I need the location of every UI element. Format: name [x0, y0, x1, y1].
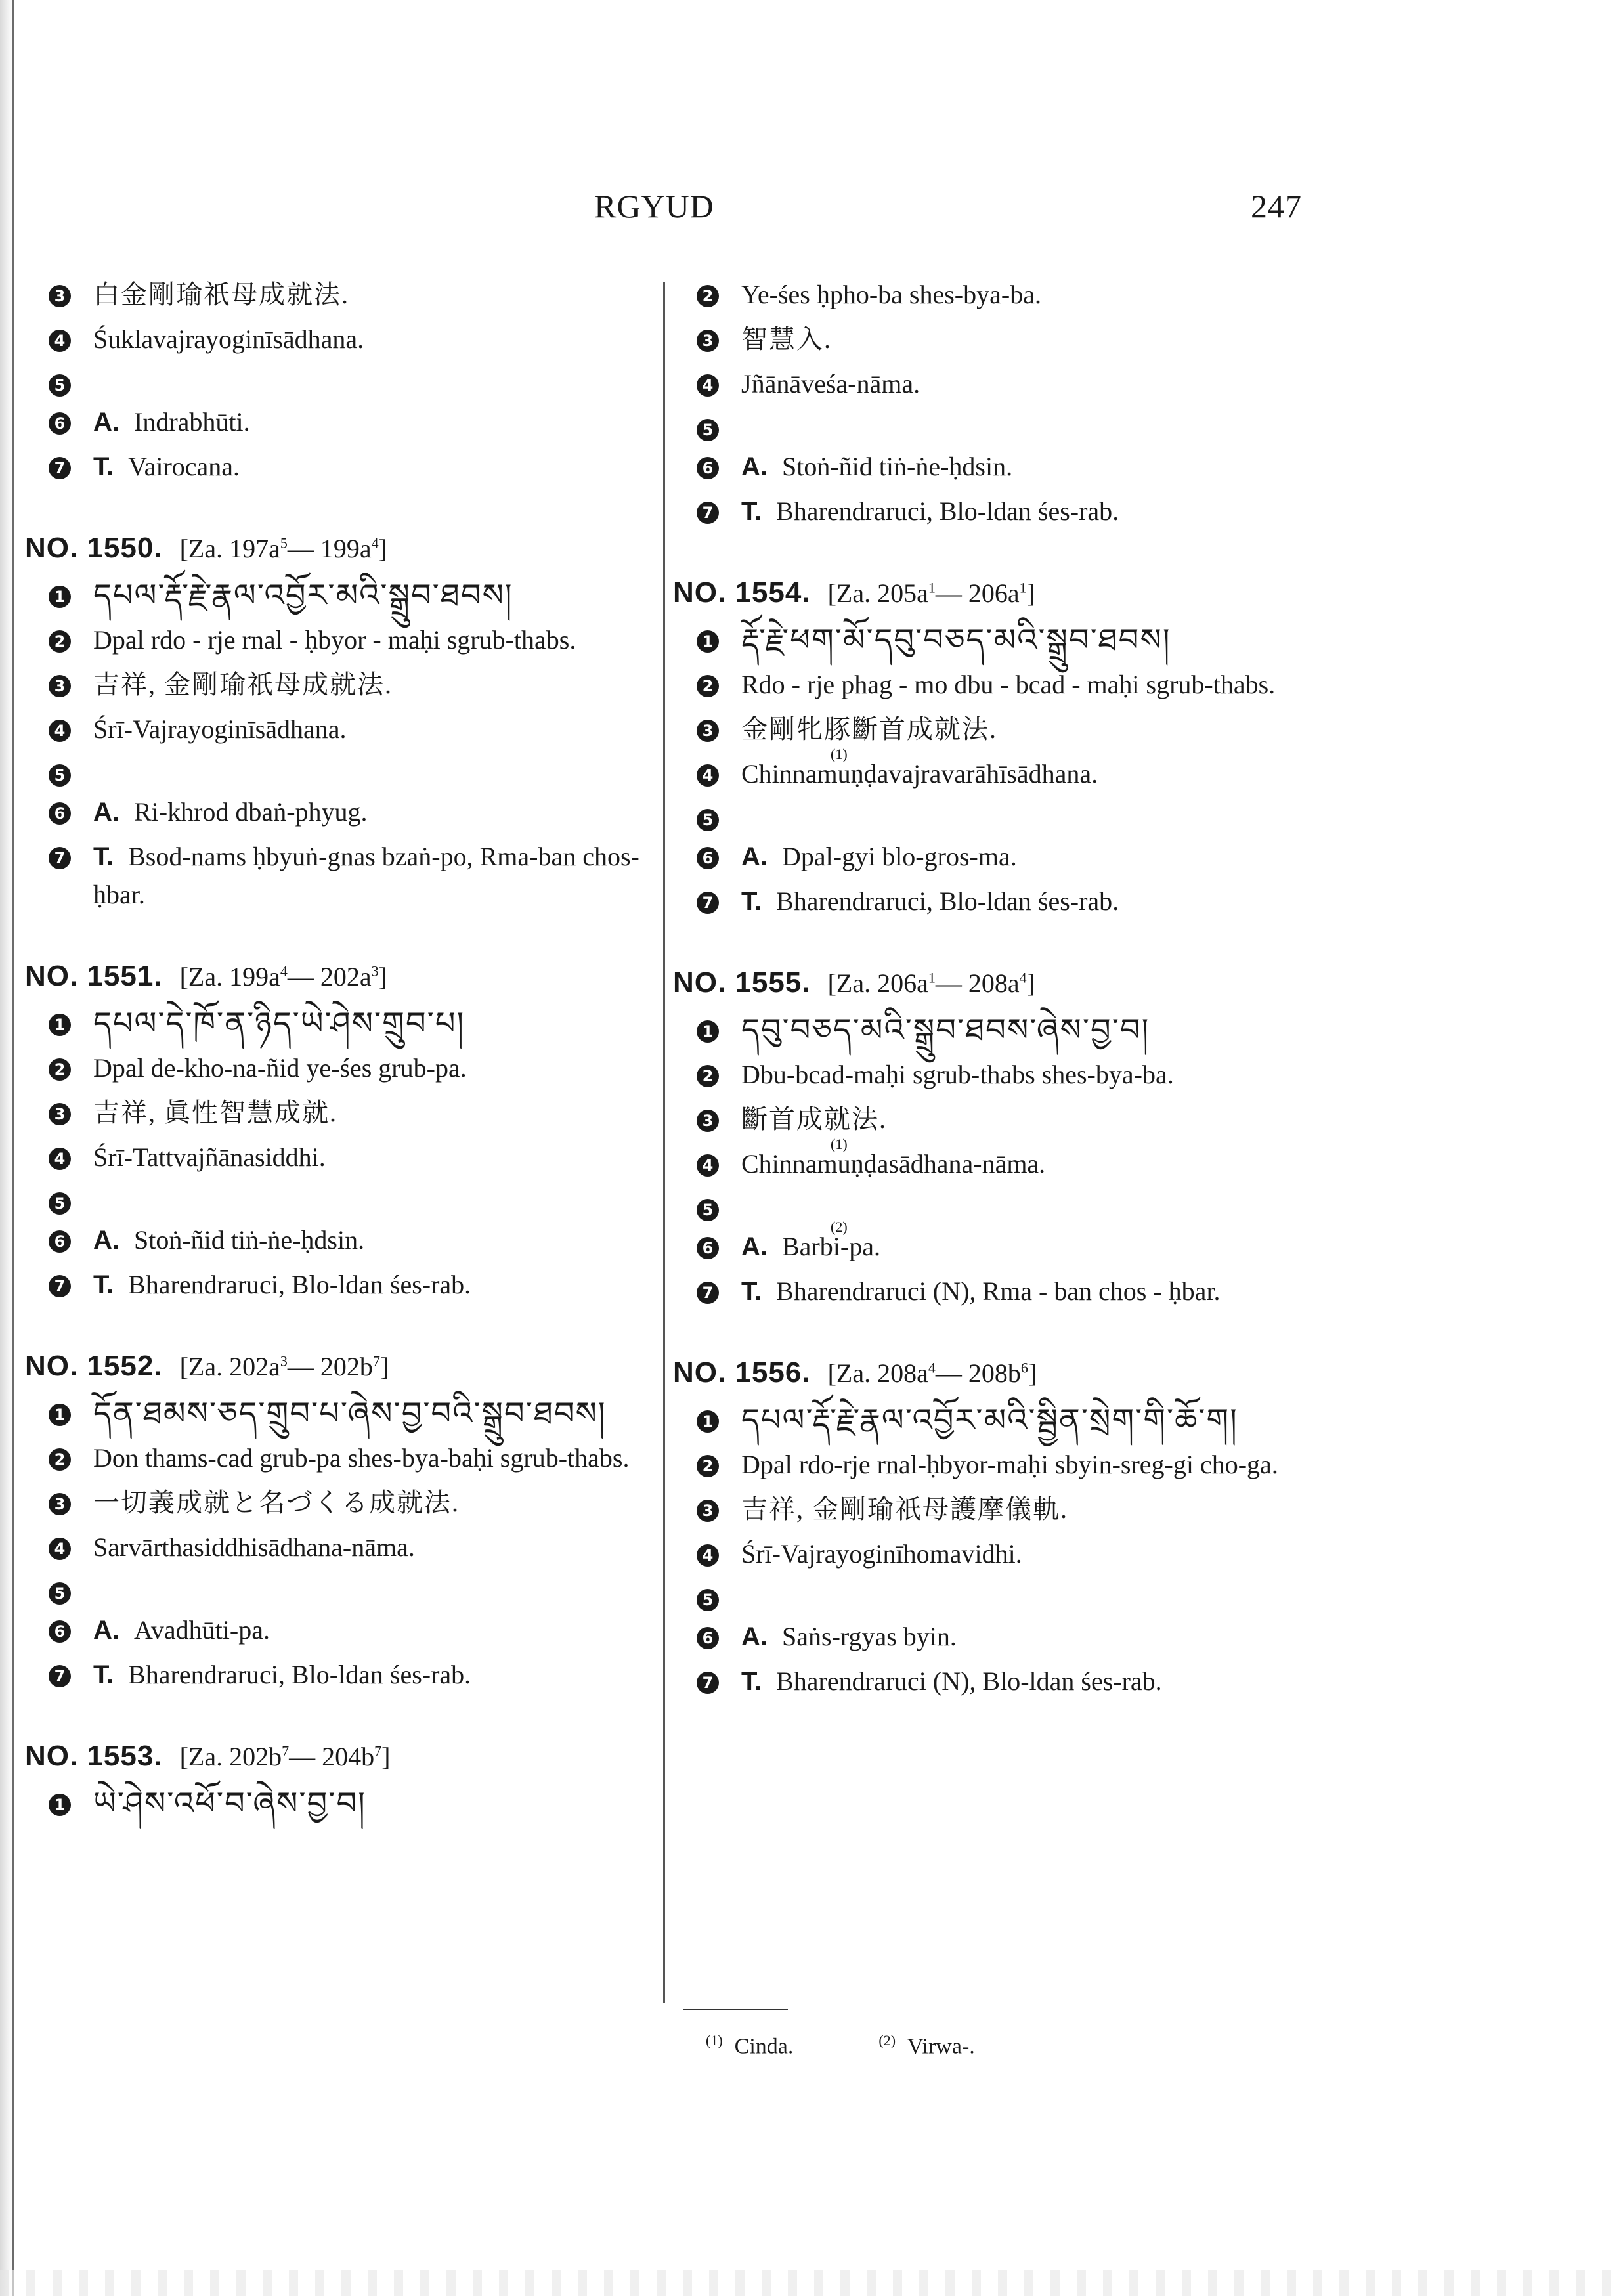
circled-number-icon: 4 — [697, 1544, 719, 1567]
author-field: A. Indrabhūti. — [93, 407, 250, 437]
chinese-title: 一切義成就と名づくる成就法. — [93, 1488, 460, 1517]
entry-line — [25, 448, 655, 486]
folio-reference: [Za. $205a^1—$ $206a^1$] — [827, 578, 1035, 608]
chinese-title: 吉祥, 眞性智慧成就. — [93, 1098, 337, 1127]
circled-number-icon: 1 — [697, 1410, 719, 1433]
circled-number-icon: 6 — [697, 847, 719, 869]
folio-reference: [Za. $208a^4—$ $208b^6$] — [827, 1358, 1037, 1388]
circled-number-icon: 3 — [697, 720, 719, 742]
circled-number-icon: 5 — [49, 1582, 71, 1605]
entry-line — [25, 755, 655, 787]
role-label: A. — [93, 408, 119, 437]
entry-line — [673, 365, 1330, 403]
circled-number-icon: 6 — [49, 412, 71, 435]
circled-number-icon: 5 — [49, 764, 71, 787]
tibetan-title: རྡོ་རྗེ་ཕག་མོ་དབུ་བཅད་མའི་སྒྲུབ་ཐབས། — [741, 622, 1171, 659]
circled-number-icon: 1 — [49, 1014, 71, 1036]
entry-line — [25, 666, 655, 704]
empty-field — [741, 410, 1330, 436]
entry-number: NO. 1556. — [673, 1356, 811, 1389]
empty-field — [93, 755, 655, 781]
catalogue-entry — [25, 960, 655, 1304]
empty-field — [93, 365, 655, 391]
entry-line — [673, 710, 1330, 748]
footnote-1: $^{(1)}$ Cinda. — [706, 2032, 794, 2059]
circled-number-icon: 7 — [49, 847, 71, 869]
empty-field — [741, 800, 1330, 826]
catalogue-entry — [673, 966, 1330, 1310]
entry-line — [673, 448, 1330, 486]
entry-line — [673, 746, 1330, 793]
circled-number-icon: 7 — [697, 502, 719, 524]
circled-number-icon: 7 — [697, 892, 719, 914]
folio-reference: [Za. $197a^5—$ $199a^4$] — [179, 534, 387, 563]
catalogue-entry — [25, 1350, 655, 1694]
circled-number-icon: 7 — [697, 1282, 719, 1304]
footnote-2: $^{(2)}$ Virwa-. — [878, 2032, 975, 2059]
catalogue-entry — [673, 576, 1330, 921]
circled-number-icon: 2 — [697, 1455, 719, 1477]
empty-field — [93, 1573, 655, 1599]
entry-heading — [673, 576, 1330, 609]
role-label: T. — [93, 1660, 114, 1689]
author-field: A. Avadhūti-pa. — [93, 1615, 270, 1645]
circled-number-icon: 3 — [697, 330, 719, 352]
translator-field: T. Bharendraruci, Blo-ldan śes-rab. — [93, 1660, 471, 1689]
role-label: A. — [741, 1622, 768, 1651]
role-label: T. — [741, 497, 762, 526]
scan-artifact — [0, 2270, 1623, 2296]
circled-number-icon: 2 — [697, 675, 719, 697]
circled-number-icon: 7 — [697, 1672, 719, 1694]
entry-line — [673, 276, 1330, 314]
circled-number-icon: 6 — [49, 802, 71, 825]
entry-line — [673, 320, 1330, 358]
title-text: Ye-śes ḥpho-ba shes-bya-ba. — [741, 280, 1041, 309]
entry-line — [25, 1484, 655, 1522]
entry-line — [673, 1580, 1330, 1611]
entry-line — [673, 1490, 1330, 1528]
chinese-title: 斷首成就法. — [741, 1104, 887, 1134]
translator-field: T. Bharendraruci, Blo-ldan śes-rab. — [93, 1270, 471, 1299]
entry-line — [25, 1138, 655, 1177]
entry-line — [25, 1266, 655, 1304]
entry-line — [673, 882, 1330, 921]
entry-line — [25, 320, 655, 358]
entry-line — [25, 1094, 655, 1132]
role-label: A. — [741, 842, 768, 871]
role-label: T. — [93, 1270, 114, 1299]
author-field: A. Saṅs-rgyas byin. — [741, 1622, 957, 1651]
entry-line — [673, 1100, 1330, 1138]
title-text: Chinnamuṇḍavajravarāhīsādhana. — [741, 759, 1098, 789]
folio-reference: [Za. $199a^4—$ $202a^3$] — [179, 962, 387, 991]
circled-number-icon: 1 — [697, 1020, 719, 1043]
tibetan-title: དབུ་བཅད་མའི་སྒྲུབ་ཐབས་ཞེས་བྱ་བ། — [741, 1012, 1150, 1049]
catalogue-entry — [25, 532, 655, 914]
empty-field — [93, 1183, 655, 1209]
title-text: Śrī-Tattvajñānasiddhi. — [93, 1142, 326, 1172]
circled-number-icon: 5 — [697, 1589, 719, 1611]
catalogue-entry — [25, 1740, 655, 1823]
translator-field: T. Bsod-nams ḥbyuṅ-gnas bzaṅ-po, Rma-ban chos-ḥbar. — [93, 842, 639, 909]
empty-field — [741, 1190, 1330, 1216]
circled-number-icon: 5 — [697, 419, 719, 441]
entry-line — [673, 1446, 1330, 1484]
entry-line — [25, 276, 655, 314]
title-text: Jñānāveśa-nāma. — [741, 369, 920, 399]
entry-number: NO. 1550. — [25, 532, 163, 564]
empty-field — [741, 1580, 1330, 1606]
title-text: Don thams-cad grub-pa shes-bya-baḥi sgrub-thabs. — [93, 1443, 630, 1473]
circled-number-icon: 3 — [697, 1110, 719, 1132]
circled-number-icon: 4 — [49, 330, 71, 352]
circled-number-icon: 1 — [49, 1794, 71, 1816]
entry-line — [673, 1272, 1330, 1310]
footnotes — [706, 2032, 975, 2059]
entry-heading — [25, 960, 655, 993]
author-field: A. Ri-khrod dbaṅ-phyug. — [93, 797, 368, 827]
tibetan-title: དཔལ་རྡོ་རྗེ་རྣལ་འབྱོར་མའི་སྒྲུབ་ཐབས། — [93, 577, 513, 614]
entry-heading — [25, 1350, 655, 1383]
role-label: T. — [741, 887, 762, 916]
circled-number-icon: 1 — [49, 586, 71, 608]
entry-line — [25, 1528, 655, 1567]
entry-heading — [25, 1740, 655, 1773]
column-divider — [663, 282, 665, 2003]
chinese-title: 吉祥, 金剛瑜祇母成就法. — [93, 670, 393, 699]
role-label: A. — [741, 452, 768, 481]
chinese-title: 吉祥, 金剛瑜祇母護摩儀軌. — [741, 1494, 1068, 1524]
title-text: Dbu-bcad-maḥi sgrub-thabs shes-bya-ba. — [741, 1060, 1174, 1089]
chinese-title: 金剛牝豚斷首成就法. — [741, 714, 997, 744]
entry-line — [673, 1011, 1330, 1049]
binding-line — [12, 0, 14, 2296]
entry-line — [673, 621, 1330, 659]
author-field: A. Barbi-pa. — [741, 1232, 880, 1261]
title-text: Dpal de-kho-na-ñid ye-śes grub-pa. — [93, 1053, 467, 1083]
circled-number-icon: 6 — [49, 1230, 71, 1253]
entry-line — [25, 1785, 655, 1823]
entry-number: NO. 1552. — [25, 1350, 163, 1382]
chinese-title: 白金剛瑜祇母成就法. — [93, 280, 349, 309]
author-field: A. Dpal-gyi blo-gros-ma. — [741, 842, 1017, 871]
translator-field: T. Bharendraruci, Blo-ldan śes-rab. — [741, 886, 1119, 916]
folio-reference: [Za. $202b^7—$ $204b^7$] — [179, 1742, 391, 1771]
left-column — [25, 276, 655, 1869]
footnote-rule — [683, 2009, 788, 2010]
circled-number-icon: 6 — [697, 1237, 719, 1259]
translator-field: T. Bharendraruci (N), Blo-ldan śes-rab. — [741, 1666, 1162, 1696]
entry-line — [673, 492, 1330, 531]
circled-number-icon: 3 — [49, 675, 71, 697]
entry-line — [25, 365, 655, 397]
title-text: Dpal rdo-rje rnal-ḥbyor-maḥi sbyin-sreg-gi cho-ga. — [741, 1450, 1278, 1479]
running-header: RGYUD — [594, 188, 714, 225]
entry-line — [673, 1618, 1330, 1656]
chinese-title: 智慧入. — [741, 324, 832, 354]
circled-number-icon: 4 — [49, 1538, 71, 1560]
entry-line — [25, 1439, 655, 1477]
circled-number-icon: 5 — [49, 1192, 71, 1215]
circled-number-icon: 4 — [49, 720, 71, 742]
translator-field: T. Bharendraruci, Blo-ldan śes-rab. — [741, 496, 1119, 526]
entry-line — [673, 1662, 1330, 1700]
circled-number-icon: 2 — [49, 1448, 71, 1471]
entry-line — [25, 1395, 655, 1433]
entry-line — [25, 710, 655, 748]
circled-number-icon: 6 — [697, 457, 719, 479]
entry-number: NO. 1555. — [673, 966, 811, 999]
entry-number: NO. 1551. — [25, 960, 163, 992]
translator-field: T. Vairocana. — [93, 452, 240, 481]
tibetan-title: དཔལ་དེ་ཁོ་ན་ཉིད་ཡེ་ཤེས་གྲུབ་པ། — [93, 1005, 465, 1042]
entry-line — [673, 838, 1330, 876]
tibetan-title: ཡེ་ཤེས་འཕོ་བ་ཞེས་བྱ་བ། — [93, 1785, 366, 1822]
entry-line — [25, 838, 655, 914]
circled-number-icon: 1 — [697, 630, 719, 653]
circled-number-icon: 7 — [49, 1665, 71, 1687]
circled-number-icon: 3 — [49, 1103, 71, 1125]
circled-number-icon: 4 — [697, 374, 719, 397]
role-label: A. — [93, 1616, 119, 1645]
translator-field: T. Bharendraruci (N), Rma - ban chos - ḥbar. — [741, 1276, 1221, 1306]
entry-line — [25, 1049, 655, 1087]
entry-line — [25, 1183, 655, 1215]
entry-line — [25, 621, 655, 659]
circled-number-icon: 3 — [49, 1493, 71, 1515]
circled-number-icon: 2 — [697, 285, 719, 307]
circled-number-icon: 4 — [697, 764, 719, 787]
circled-number-icon: 5 — [697, 809, 719, 831]
folio-reference: [Za. $202a^3—$ $202b^7$] — [179, 1352, 389, 1381]
circled-number-icon: 2 — [49, 630, 71, 653]
title-text: Dpal rdo - rje rnal - ḥbyor - maḥi sgrub-thabs. — [93, 625, 576, 655]
circled-number-icon: 5 — [697, 1199, 719, 1221]
entry-line — [25, 403, 655, 441]
entry-line — [25, 793, 655, 831]
entry-line — [673, 800, 1330, 831]
entry-line — [673, 410, 1330, 441]
role-label: A. — [93, 798, 119, 827]
entry-line — [673, 1136, 1330, 1183]
entry-line — [25, 1656, 655, 1694]
entry-line — [25, 1611, 655, 1649]
circled-number-icon: 4 — [697, 1154, 719, 1177]
entry-line — [673, 666, 1330, 704]
entry-heading — [673, 1356, 1330, 1389]
circled-number-icon: 2 — [49, 1058, 71, 1081]
catalogue-entry — [25, 276, 655, 486]
catalogue-entry — [673, 1356, 1330, 1700]
entry-line — [25, 1573, 655, 1605]
circled-number-icon: 7 — [49, 457, 71, 479]
role-label: T. — [741, 1277, 762, 1306]
right-column — [673, 276, 1330, 1746]
circled-number-icon: 3 — [697, 1500, 719, 1522]
entry-line — [673, 1190, 1330, 1221]
title-text: Sarvārthasiddhisādhana-nāma. — [93, 1532, 415, 1562]
circled-number-icon: 1 — [49, 1404, 71, 1426]
role-label: T. — [93, 842, 114, 871]
author-field: A. Stoṅ-ñid tiṅ-ṅe-ḥdsin. — [741, 452, 1013, 481]
title-text: Śuklavajrayoginīsādhana. — [93, 324, 364, 354]
role-label: T. — [741, 1667, 762, 1696]
entry-line — [673, 1056, 1330, 1094]
entry-number: NO. 1554. — [673, 576, 811, 609]
footnote-marker: (1) — [831, 746, 848, 762]
circled-number-icon: 3 — [49, 285, 71, 307]
entry-line — [25, 1221, 655, 1259]
entry-line — [25, 1005, 655, 1043]
circled-number-icon: 6 — [49, 1620, 71, 1643]
footnote-marker: (2) — [831, 1219, 848, 1235]
entry-heading — [673, 966, 1330, 999]
circled-number-icon: 6 — [697, 1627, 719, 1649]
folio-reference: [Za. $206a^1—$ $208a^4$] — [827, 968, 1035, 998]
entry-number: NO. 1553. — [25, 1740, 163, 1772]
page-number: 247 — [1251, 188, 1302, 225]
role-label: A. — [93, 1226, 119, 1255]
author-field: A. Stoṅ-ñid tiṅ-ṅe-ḥdsin. — [93, 1225, 365, 1255]
role-label: T. — [93, 452, 114, 481]
entry-line — [673, 1401, 1330, 1439]
entry-line — [673, 1535, 1330, 1573]
title-text: Śrī-Vajrayoginīsādhana. — [93, 714, 347, 744]
entry-line — [25, 576, 655, 615]
role-label: A. — [741, 1232, 768, 1261]
circled-number-icon: 4 — [49, 1148, 71, 1170]
entry-line — [673, 1219, 1330, 1266]
circled-number-icon: 7 — [49, 1275, 71, 1297]
tibetan-title: དོན་ཐམས་ཅད་གྲུབ་པ་ཞེས་བྱ་བའི་སྒྲུབ་ཐབས། — [93, 1395, 607, 1432]
title-text: Rdo - rje phag - mo dbu - bcad - maḥi sgrub-thabs. — [741, 670, 1276, 699]
footnote-marker: (1) — [831, 1136, 848, 1152]
circled-number-icon: 2 — [697, 1065, 719, 1087]
title-text: Śrī-Vajrayoginīhomavidhi. — [741, 1539, 1022, 1569]
circled-number-icon: 5 — [49, 374, 71, 397]
catalogue-entry — [673, 276, 1330, 531]
tibetan-title: དཔལ་རྡོ་རྗེ་རྣལ་འབྱོར་མའི་སྦྱིན་སྲེག་གི་ཆོ་ག། — [741, 1402, 1238, 1439]
title-text: Chinnamuṇḍasādhana-nāma. — [741, 1149, 1046, 1179]
entry-heading — [25, 532, 655, 565]
